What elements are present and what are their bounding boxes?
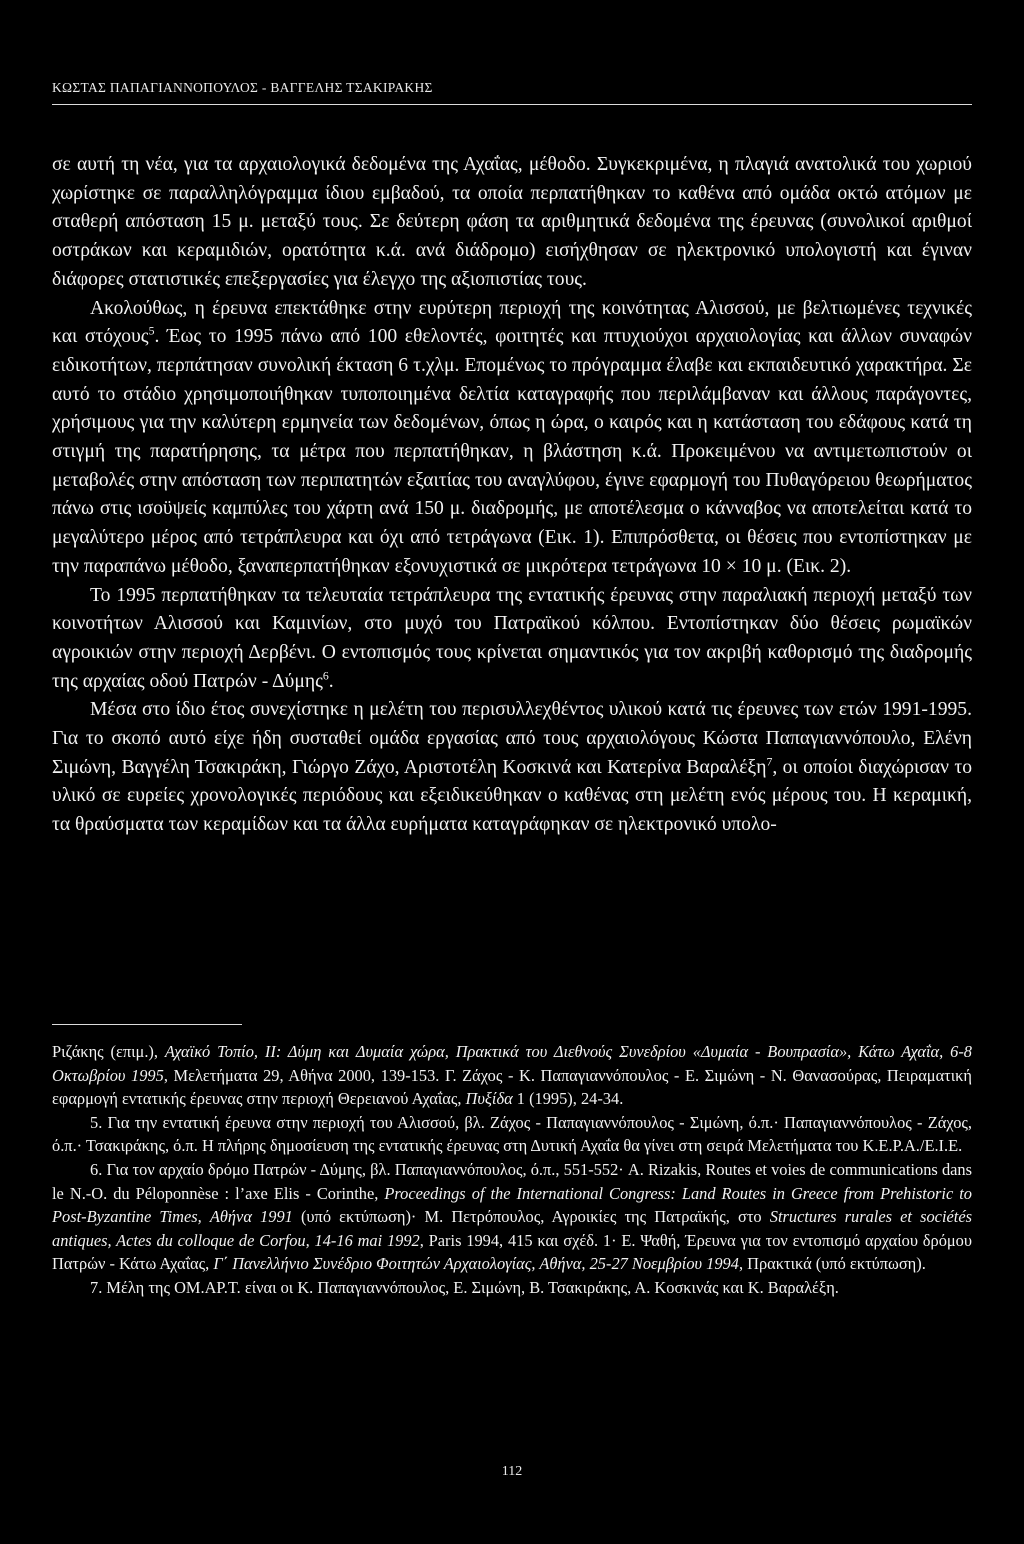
header-rule bbox=[52, 104, 972, 105]
paragraph-3-text-b: . bbox=[328, 670, 334, 692]
fn6-text-a: 6. Για τον αρχαίο δρόμο Πατρών - Δύμης, βλ. Παπαγιαννόπουλος, ό.π., 551-552· A. Rizakis, Routes et voies de communications dans le N.-O. du Péloponnèse : l’axe Elis - Corinthe, bbox=[52, 1159, 972, 1203]
paragraph-1 bbox=[52, 151, 972, 295]
paragraph-2-text-a: Ακολούθως, η έρευνα επεκτάθηκε στην ευρύτερη περιοχή της κοινότητας Αλισσού, με βελτιωμένες τεχνικές και στόχους bbox=[52, 297, 972, 348]
footnote-4-continued bbox=[52, 1040, 972, 1111]
footnote-5 bbox=[52, 1111, 972, 1158]
fn4-text-a: Ριζάκης (επιμ.), bbox=[52, 1042, 165, 1061]
paragraph-1-text: σε αυτή τη νέα, για τα αρχαιολογικά δεδομένα της Αχαΐας, μέθοδο. Συγκεκριμένα, η πλαγιά ανατολικά του χωριού χωρίστηκε σε παραλληλόγραμμα ίδιου εμβαδού, τα οποία περπατήθηκαν το καθένα από ομάδα οκτώ ατόμων με σταθερή απόσταση 15 μ. μεταξύ τους. Σε δεύτερη φάση τα αριθμητικά δεδομένα της έρευνας (συνολικοί αριθμοί οστράκων και κεραμιδιών, ορατότητα κ.ά. ανά διάδρομο) εισήχθησαν σε ηλεκτρονικό υπολογιστή και έγιναν διάφορες στατιστικές επεξεργασίες για έλεγχο της αξιοπιστίας τους. bbox=[52, 154, 972, 290]
footnote-ref-6[interactable]: 6 bbox=[322, 669, 329, 683]
main-text bbox=[52, 151, 972, 840]
footnote-ref-5[interactable]: 5 bbox=[148, 324, 155, 338]
fn4-text-b: , Μελετήματα 29, Αθήνα 2000, 139-153. Γ. Ζάχος - Κ. Παπαγιαννόπουλος - Ε. Σιμώνη - Ν. Θανασούρας, Πειραματική εφαρμογή εντατικής έρευνας στην περιοχή Θερειανού Αχαΐας, bbox=[52, 1065, 972, 1109]
fn6-title-3: Γ΄ Πανελλήνιο Συνέδριο Φοιτητών Αρχαιολογίας, Αθήνα, 25-27 Νοεμβρίου 1994 bbox=[213, 1254, 739, 1274]
fn4-title-1: Αχαϊκό Τοπίο, ΙΙ: Δύμη και Δυμαία χώρα, Πρακτικά του Διεθνούς Συνεδρίου «Δυμαία - Βουπρασία», Κάτω Αχαΐα, 6-8 Οκτωβρίου 1995 bbox=[52, 1042, 972, 1085]
fn4-text-c: 1 (1995), 24-34. bbox=[512, 1089, 624, 1109]
footnotes bbox=[52, 1040, 972, 1300]
footnote-7 bbox=[52, 1276, 972, 1300]
fn6-text-c: , Paris 1994, 415 και σχέδ. 1· Ε. Ψαθή, Έρευνα για τον εντοπισμό αρχαίου δρόμου Πατρών - Κάτω Αχαΐας, bbox=[52, 1230, 972, 1274]
page-number: 112 bbox=[501, 1464, 523, 1479]
paragraph-4-text-b: , οι οποίοι διαχώρισαν το υλικό σε ευρείες χρονολογικές περιόδους και εξειδικεύθηκαν ο καθένας στη μελέτη ενός μέρους του. Η κεραμική, τα θραύσματα των κεραμίδων και τα άλλα ευρήματα καταγράφηκαν σε ηλεκτρονικό υπολο- bbox=[52, 756, 972, 836]
paragraph-4 bbox=[52, 696, 972, 840]
fn6-text-b: (υπό εκτύπωση)· Μ. Πετρόπουλος, Αγροικίες της Πατραϊκής, στο bbox=[292, 1207, 770, 1227]
paragraph-3 bbox=[52, 582, 972, 697]
fn6-title-2: Structures rurales et sociétés antiques, Actes du colloque de Corfou, 14-16 mai 1992 bbox=[52, 1207, 972, 1250]
fn6-text-d: , Πρακτικά (υπό εκτύπωση). bbox=[738, 1254, 926, 1274]
paragraph-3-text-a: Το 1995 περπατήθηκαν τα τελευταία τετράπλευρα της εντατικής έρευνας στην παραλιακή περιοχή μεταξύ των κοινοτήτων Αλισσού και Καμινίων, στο μυχό του Πατραϊκού κόλπου. Εντοπίστηκαν δύο θέσεις ρωμαϊκών αγροικιών στην περιοχή Δερβένι. Ο εντοπισμός τους κρίνεται σημαντικός για τον ακριβή καθορισμό της διαδρομής της αρχαίας οδού Πατρών - Δύμης bbox=[52, 584, 972, 692]
footnote-6 bbox=[52, 1158, 972, 1276]
running-header: ΚΩΣΤΑΣ ΠΑΠΑΓΙΑΝΝΟΠΟΥΛΟΣ - ΒΑΓΓΕΛΗΣ ΤΣΑΚΙΡΑΚΗΣ bbox=[52, 80, 433, 95]
fn6-title-1: Proceedings of the International Congress: Land Routes in Greece from Prehistoric to Post-Byzantine Times, Αθήνα 1991 bbox=[52, 1183, 972, 1227]
fn4-title-2: Πυξίδα bbox=[465, 1089, 513, 1109]
footnote-separator bbox=[52, 1024, 242, 1025]
paragraph-2 bbox=[52, 295, 972, 582]
fn5-text: 5. Για την εντατική έρευνα στην περιοχή του Αλισσού, βλ. Ζάχος - Παπαγιαννόπουλος - Σιμώνη, ό.π.· Παπαγιαννόπουλος - Ζάχος, ό.π.· Τσακιράκης, ό.π. Η πλήρης δημοσίευση της εντατικής έρευνας στη Δυτική Αχαΐα θα γίνει στη σειρά Μελετήματα του Κ.Ε.Ρ.Α./Ε.Ι.Ε. bbox=[52, 1112, 972, 1156]
fn7-text: 7. Μέλη της ΟΜ.ΑΡ.Τ. είναι οι Κ. Παπαγιαννόπουλος, Ε. Σιμώνη, Β. Τσακιράκης, Α. Κοσκινάς και Κ. Βαραλέξη. bbox=[90, 1277, 839, 1297]
paragraph-2-text-b: . Έως το 1995 πάνω από 100 εθελοντές, φοιτητές και πτυχιούχοι αρχαιολογίας και άλλων συναφών ειδικοτήτων, περπάτησαν συνολική έκταση 6 τ.χλμ. Επομένως το πρόγραμμα έλαβε και εκπαιδευτικό χαρακτήρα. Σε αυτό το στάδιο χρησιμοποιήθηκαν τυποποιημένα δελτία καταγραφής που περιλάμβαναν και άλλους παράγοντες, χρήσιμους για την καλύτερη ερμηνεία των δεδομένων, όπως η ώρα, ο καιρός και η κατάσταση του εδάφους κατά τη στιγμή της παρατήρησης, τα μέτρα που περπατήθηκαν, η βλάστηση κ.ά. Προκειμένου να αντιμετωπιστούν οι μεταβολές στην απόσταση των περιπατητών εξαιτίας του αναγλύφου, έγινε εφαρμογή του Πυθαγόρειου θεωρήματος πάνω στις ισοϋψείς καμπύλες του χάρτη ανά 150 μ. διαδρομής, με αποτέλεσμα ο κάνναβος να αποτελείται κατά το μεγαλύτερο μέρος από τετράπλευρα και όχι από τετράγωνα (Εικ. 1). Επιπρόσθετα, οι θέσεις που εντοπίστηκαν με την παραπάνω μέθοδο, ξαναπερπατήθηκαν εξονυχιστικά σε μικρότερα τετράγωνα 10 × 10 μ. (Εικ. 2). bbox=[52, 326, 972, 577]
paragraph-4-text-a: Μέσα στο ίδιο έτος συνεχίστηκε η μελέτη του περισυλλεχθέντος υλικού κατά τις έρευνες των ετών 1991-1995. Για το σκοπό αυτό είχε ήδη συσταθεί ομάδα εργασίας από τους αρχαιολόγους Κώστα Παπαγιαννόπουλο, Ελένη Σιμώνη, Βαγγέλη Τσακιράκη, Γιώργο Ζάχο, Αριστοτέλη Κοσκινά και Κατερίνα Βαραλέξη bbox=[52, 699, 972, 778]
footnote-ref-7[interactable]: 7 bbox=[766, 755, 773, 769]
